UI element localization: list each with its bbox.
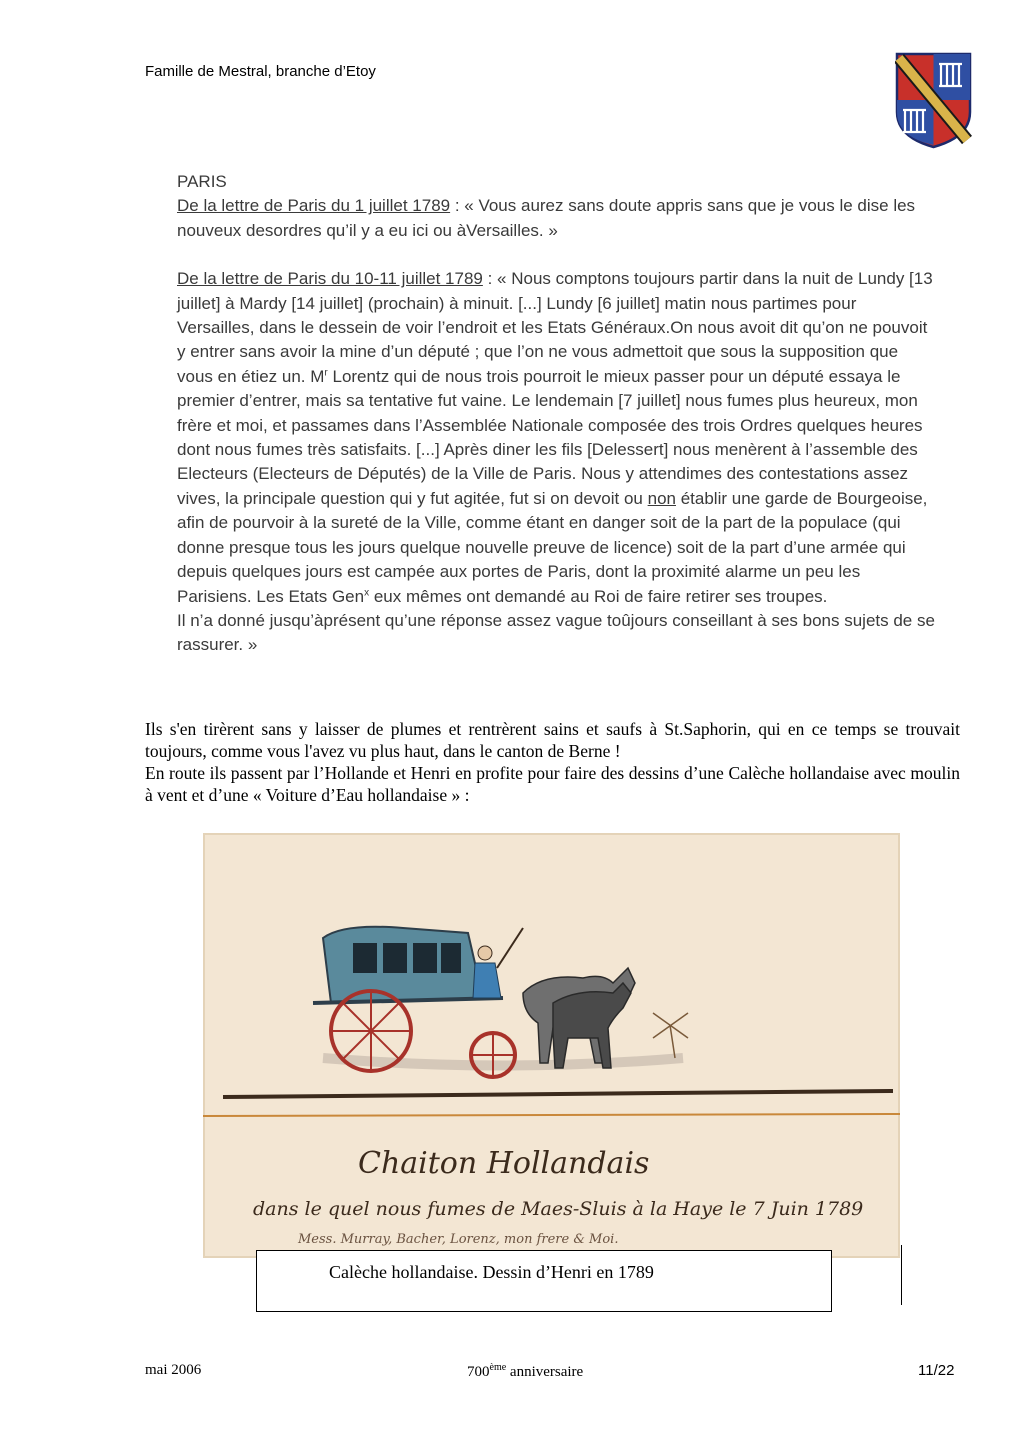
inscription-title: Chaiton Hollandais	[358, 1146, 650, 1181]
carriage-drawing	[203, 833, 900, 1258]
letter-2-reference: De la lettre de Paris du 10-11 juillet 1789	[177, 269, 483, 289]
letter-1-reference: De la lettre de Paris du 1 juillet 1789	[177, 196, 451, 216]
family-crest	[895, 52, 972, 149]
letter-2-text-c: établir une garde de Bourgeoise, afin de pourvoir à la sureté de la Ville, comme étant en danger soit de la part de la populace (qui donne presque tous les jours quelque nouvelle preuve de licence) soit de la part d’une armée qui depuis quelques jours est campée aux portes de Paris, dont la proximité alarme un peu les Parisiens. Les Etats Gen	[177, 488, 928, 606]
letter-2-non: non	[647, 488, 676, 508]
drawing-right-edge-line	[901, 1245, 902, 1305]
body-paragraph-1: Ils s'en tirèrent sans y laisser de plumes et rentrèrent sains et saufs à St.Saphorin, qui en ce temps se trouvait toujours, comme vous l'avez vu plus haut, dans le canton de Berne !	[145, 719, 960, 761]
letter-paragraph-1	[177, 194, 937, 243]
anniversary-text: anniversaire	[506, 1364, 584, 1380]
caption-text: Calèche hollandaise. Dessin d’Henri en 1789	[329, 1262, 654, 1282]
footer-page-number: 11/22	[918, 1362, 955, 1379]
body-paragraph-2: En route ils passent par l’Hollande et Henri en profite pour faire des dessins d’une Calèche hollandaise avec moulin à vent et d’une « Voiture d’Eau hollandaise » :	[145, 763, 960, 805]
inscription-line-2: Mess. Murray, Bacher, Lorenz, mon frere & Moi.	[298, 1232, 619, 1247]
anniversary-number: 700	[467, 1364, 490, 1380]
letter-paragraph-3: Il n’a donné jusqu’àprésent qu’une réponse assez vague toûjours conseillant à ses bons sujets de se rassurer. »	[177, 610, 935, 655]
letter-2-text-a: : « Nous comptons toujours partir dans la nuit de Lundy [13 juillet] à Mardy [14 juillet] (prochain) à minuit. [...] Lundy [6 juillet] matin nous partimes pour Versailles, dans le dessein de voir l’endroit et les Etats Généraux.On nous avoit dit qu’on ne pouvoit y entrer sans avoir la mine d’un député ; que l’on ne vous admettoit que sous la supposition que vous en étiez un. M	[177, 269, 933, 386]
letter-2-text-d: eux mêmes ont demandé au Roi de faire retirer ses troupes.	[369, 586, 828, 606]
body-text	[145, 718, 960, 806]
letter-2-sup-x: x	[364, 586, 370, 598]
letter-1-text: : « Vous aurez sans doute appris sans que je vous le dise les nouveux desordres qu’il y a eu ici ou àVersailles. »	[177, 196, 916, 240]
letter-2-text-b: Lorentz qui de nous trois pourroit le mieux passer pour un député essaya le premier d’entrer, mais sa tentative fut vaine. Le lendemain [7 juillet] nous fumes plus heureux, mon frère et moi, et passames dans l’Assemblée Nationale composée des trois Ordres quelques heures dont nous fumes très satisfaits. [...] Après diner les fils [Delessert] nous menèrent à l’assemble des Electeurs (Electeurs de Députés) de la Ville de Paris. Nous y attendimes des contestations assez vives, la principale question qui y fut agitée, fut si on devoit ou	[177, 366, 923, 508]
letter-heading: PARIS	[177, 172, 227, 191]
anniversary-suffix: ème	[489, 1362, 507, 1373]
inscription-line-1: dans le quel nous fumes de Maes-Sluis à la Haye le 7 Juin 1789	[253, 1198, 864, 1220]
header-title: Famille de Mestral, branche d’Etoy	[145, 63, 376, 80]
letter-2-sup-r: r	[324, 367, 328, 379]
caption-box	[256, 1250, 832, 1312]
footer-date: mai 2006	[145, 1362, 202, 1378]
footer-anniversary	[467, 1362, 583, 1381]
letter-paragraph-2	[177, 267, 937, 609]
letter-excerpt	[177, 170, 937, 658]
